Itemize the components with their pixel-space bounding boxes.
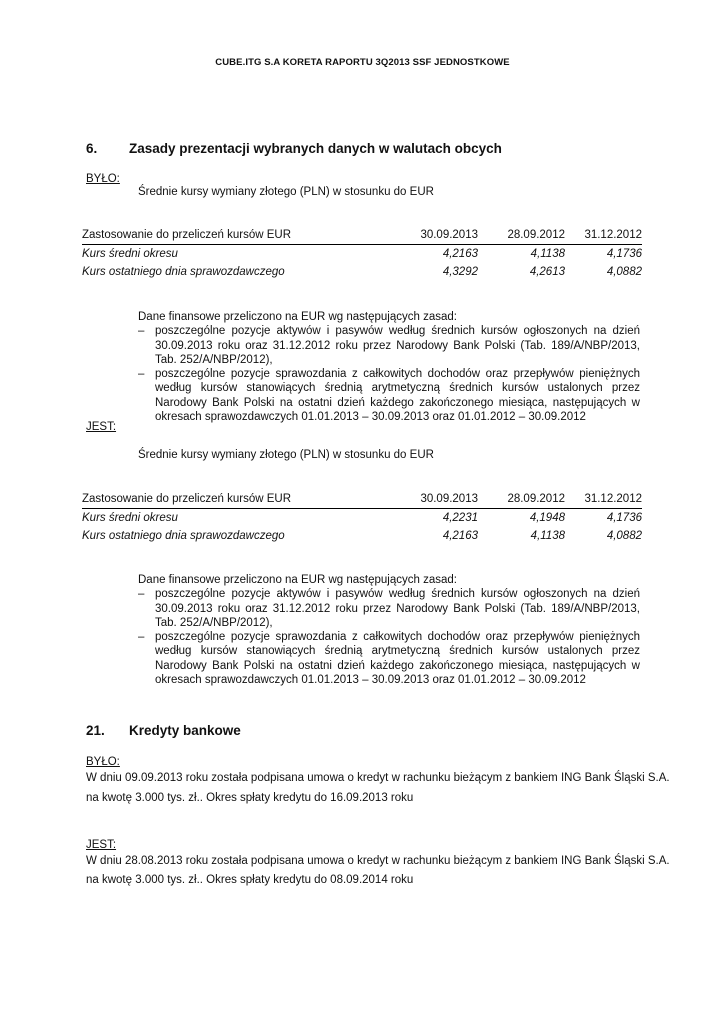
table-cell: 4,1736 <box>606 512 642 524</box>
table-cell: 4,1736 <box>606 248 642 260</box>
column-header: 30.09.2013 <box>385 225 478 245</box>
rule-text: poszczególne pozycje sprawozdania z całkowitych dochodów oraz przepływów pieniężnych według kursów stanowiących średnią arytmetyczną średnich kursów ustalonych przez Narodowy Bank Polski na ostatni dzień każdego zakończonego miesiąca, następujących w okresach sprawozdawczych 01.01.2013 – 30.09.2013 oraz 01.01.2012 – 30.09.2012 <box>155 631 640 687</box>
column-header: 28.09.2012 <box>478 489 565 509</box>
was-credit-line-1: W dniu 09.09.2013 roku została podpisana umowa o kredyt w rachunku bieżącym z bankiem ING Bank Śląski S.A. <box>86 772 670 784</box>
table-cell: 4,1138 <box>530 530 565 542</box>
was-rules-block <box>138 310 640 424</box>
column-header: Zastosowanie do przeliczeń kursów EUR <box>82 489 385 509</box>
table-cell: 4,2231 <box>442 512 478 524</box>
rule-text: poszczególne pozycje aktywów i pasywów według średnich kursów ogłoszonych na dzień 30.09.2013 roku oraz 31.12.2012 roku przez Narodowy Bank Polski (Tab. 189/A/NBP/2013, Tab. 252/A/NBP/2012), <box>155 325 640 366</box>
section-21-is-label: JEST: <box>86 839 117 851</box>
section-6-title: Zasady prezentacji wybranych danych w walutach obcych <box>129 141 502 156</box>
table-cell: Kurs średni okresu <box>82 248 178 260</box>
table-cell: 4,2163 <box>442 530 478 542</box>
table-cell: 4,0882 <box>606 266 642 278</box>
rule-text: poszczególne pozycje sprawozdania z całkowitych dochodów oraz przepływów pieniężnych według kursów stanowiących średnią arytmetyczną średnich kursów ustalonych przez Narodowy Bank Polski na ostatni dzień każdego zakończonego miesiąca, następujących w okresach sprawozdawczych 01.01.2013 – 30.09.2013 oraz 01.01.2012 – 30.09.2012 <box>155 368 640 424</box>
section-6-was-subtitle: Średnie kursy wymiany złotego (PLN) w stosunku do EUR <box>138 186 434 198</box>
rule-bullet-2 <box>138 630 640 687</box>
rule-bullet-1 <box>138 587 640 630</box>
dash-bullet-icon: – <box>138 588 145 601</box>
table-cell: 4,1138 <box>530 248 565 260</box>
rule-bullet-1 <box>138 324 640 367</box>
is-credit-line-1: W dniu 28.08.2013 roku została podpisana umowa o kredyt w rachunku bieżącym z bankiem ING Bank Śląski S.A. <box>86 855 670 867</box>
is-rules-block <box>138 573 640 687</box>
section-21-was-label: BYŁO: <box>86 756 120 768</box>
rules-intro: Dane finansowe przeliczono na EUR wg następujących zasad: <box>138 574 457 586</box>
document-header: CUBE.ITG S.A KORETA RAPORTU 3Q2013 SSF JEDNOSTKOWE <box>215 57 510 68</box>
section-21-title: Kredyty bankowe <box>129 723 241 738</box>
table-cell: Kurs ostatniego dnia sprawozdawczego <box>82 530 285 542</box>
table-cell: 4,3292 <box>442 266 478 278</box>
table-row <box>82 509 642 528</box>
column-header: 31.12.2012 <box>565 489 642 509</box>
table-header-row <box>82 489 642 509</box>
dash-bullet-icon: – <box>138 325 145 338</box>
is-credit-line-2: na kwotę 3.000 tys. zł.. Okres spłaty kredytu do 08.09.2014 roku <box>86 874 414 886</box>
rule-text: poszczególne pozycje aktywów i pasywów według średnich kursów ogłoszonych na dzień 30.09.2013 roku oraz 31.12.2012 roku przez Narodowy Bank Polski (Tab. 189/A/NBP/2013, Tab. 252/A/NBP/2012), <box>155 588 640 629</box>
is-rates-table <box>82 489 642 545</box>
section-6-is-label: JEST: <box>86 421 117 433</box>
column-header: 31.12.2012 <box>565 225 642 245</box>
table-cell: 4,2163 <box>442 248 478 260</box>
dash-bullet-icon: – <box>138 368 145 381</box>
rules-intro: Dane finansowe przeliczono na EUR wg następujących zasad: <box>138 311 457 323</box>
table-cell: Kurs ostatniego dnia sprawozdawczego <box>82 266 285 278</box>
table-header-row <box>82 225 642 245</box>
was-rates-table <box>82 225 642 281</box>
section-6-number: 6. <box>86 141 98 156</box>
table-cell: Kurs średni okresu <box>82 512 178 524</box>
section-6-is-subtitle: Średnie kursy wymiany złotego (PLN) w stosunku do EUR <box>138 449 434 461</box>
section-21-number: 21. <box>86 723 105 738</box>
section-6-was-label: BYŁO: <box>86 173 120 185</box>
table-cell: 4,1948 <box>529 512 565 524</box>
column-header: 30.09.2013 <box>385 489 478 509</box>
table-cell: 4,2613 <box>529 266 565 278</box>
rule-bullet-2 <box>138 367 640 424</box>
dash-bullet-icon: – <box>138 631 145 644</box>
column-header: 28.09.2012 <box>478 225 565 245</box>
table-row <box>82 527 642 545</box>
column-header: Zastosowanie do przeliczeń kursów EUR <box>82 225 385 245</box>
table-cell: 4,0882 <box>606 530 642 542</box>
table-row <box>82 263 642 281</box>
was-credit-line-2: na kwotę 3.000 tys. zł.. Okres spłaty kredytu do 16.09.2013 roku <box>86 792 414 804</box>
table-row <box>82 245 642 264</box>
